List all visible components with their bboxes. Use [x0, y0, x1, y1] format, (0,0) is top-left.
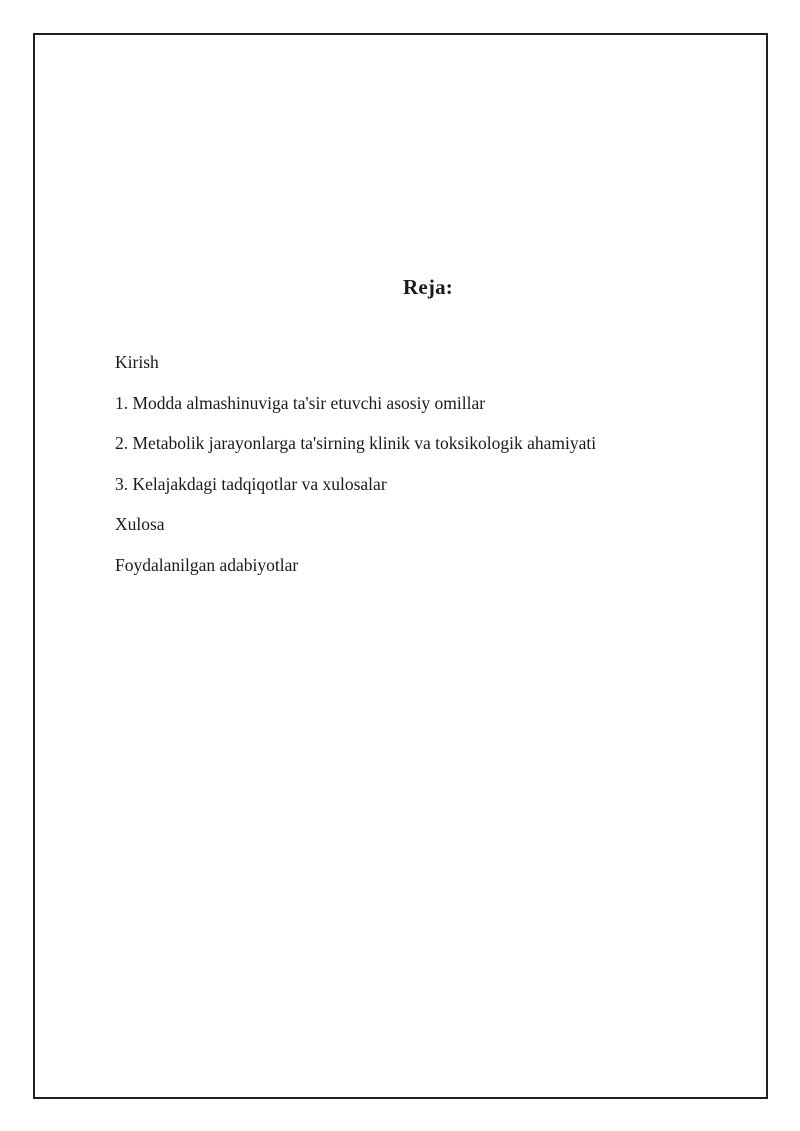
table-of-contents [115, 350, 596, 593]
page-title: Reja: [403, 275, 453, 299]
toc-item-introduction: Kirish [115, 352, 159, 372]
toc-item-references: Foydalanilgan adabiyotlar [115, 554, 299, 575]
toc-item-1: 1. Modda almashinuviga ta'sir etuvchi asosiy omillar [115, 392, 486, 413]
toc-item-2: 2. Metabolik jarayonlarga ta'sirning klinik va toksikologik ahamiyati [115, 433, 597, 453]
toc-item-3: 3. Kelajakdagi tadqiqotlar va xulosalar [115, 473, 387, 494]
toc-item-conclusion: Xulosa [115, 514, 165, 534]
